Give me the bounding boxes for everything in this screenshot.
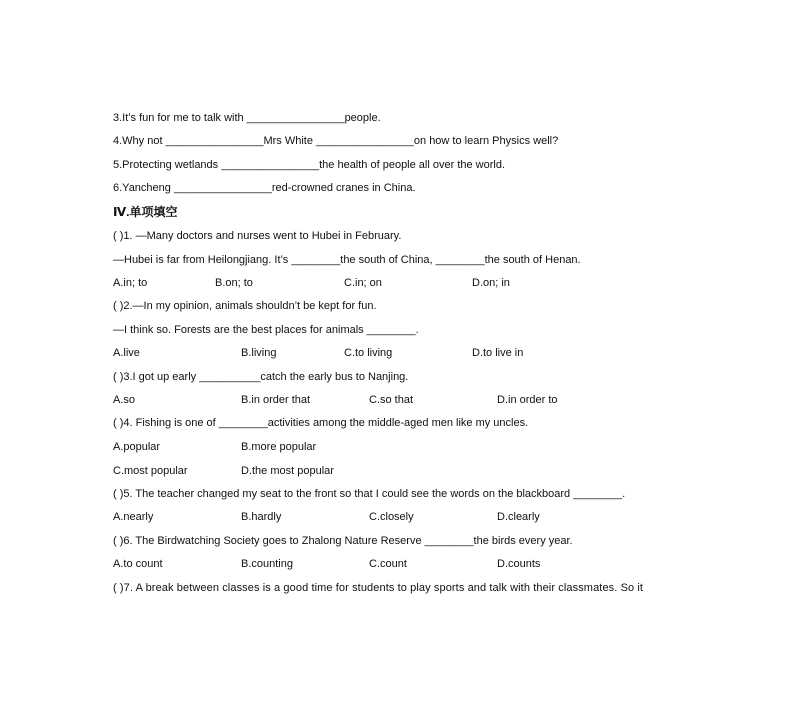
question-2-option-d: D.to live in [472, 347, 524, 359]
question-1-option-b: B.on; to [215, 277, 253, 289]
question-2-option-c: C.to living [344, 347, 393, 359]
question-3-option-a: A.so [113, 394, 136, 406]
question-3-option-c: C.so that [369, 394, 414, 406]
question-5-option-a: A.nearly [113, 511, 154, 523]
question-6-option-d: D.counts [497, 558, 541, 570]
question-3-option-b: B.in order that [241, 394, 311, 406]
fill-in-item-6: 6.Yancheng ________________red-crowned cranes in China. [113, 182, 416, 194]
question-3-stem: ( )3.I got up early __________catch the early bus to Nanjing. [113, 371, 409, 383]
question-1-option-d: D.on; in [472, 277, 510, 289]
question-3-option-d: D.in order to [497, 394, 558, 406]
section-heading: Ⅳ.单项填空 [113, 205, 178, 219]
question-1-option-c: C.in; on [344, 277, 382, 289]
question-4-option-b: B.more popular [241, 441, 317, 453]
question-6-option-c: C.count [369, 558, 407, 570]
question-4-option-d: D.the most popular [241, 465, 334, 477]
question-6-option-a: A.to count [113, 558, 163, 570]
question-5-option-b: B.hardly [241, 511, 282, 523]
question-4-option-c: C.most popular [113, 465, 188, 477]
question-6-stem: ( )6. The Birdwatching Society goes to Zhalong Nature Reserve ________the birds every year. [113, 535, 573, 547]
fill-in-item-5: 5.Protecting wetlands ________________the health of people all over the world. [113, 159, 506, 171]
question-2-stem: ( )2.—In my opinion, animals shouldn’t be kept for fun. [113, 300, 377, 312]
question-2-option-b: B.living [241, 347, 277, 359]
question-4-option-a: A.popular [113, 441, 161, 453]
question-1-stem: ( )1. —Many doctors and nurses went to Hubei in February. [113, 230, 402, 242]
question-5-stem: ( )5. The teacher changed my seat to the front so that I could see the words on the blackboard ________. [113, 488, 626, 500]
question-2-stem-2: —I think so. Forests are the best places for animals ________. [113, 324, 419, 336]
question-1-stem-2: —Hubei is far from Heilongjiang. It’s ________the south of China, ________the south of Henan. [113, 254, 581, 266]
question-4-stem: ( )4. Fishing is one of ________activities among the middle-aged men like my uncles. [113, 417, 529, 429]
question-2-option-a: A.live [113, 347, 140, 359]
question-1-option-a: A.in; to [113, 277, 148, 289]
question-6-option-b: B.counting [241, 558, 293, 570]
fill-in-item-4: 4.Why not ________________Mrs White ________________on how to learn Physics well? [113, 135, 559, 147]
question-7-stem: ( )7. A break between classes is a good time for students to play sports and talk with their classmates. So it [113, 582, 644, 594]
fill-in-item-3: 3.It’s fun for me to talk with ________________people. [113, 112, 381, 124]
question-5-option-d: D.clearly [497, 511, 540, 523]
question-5-option-c: C.closely [369, 511, 414, 523]
